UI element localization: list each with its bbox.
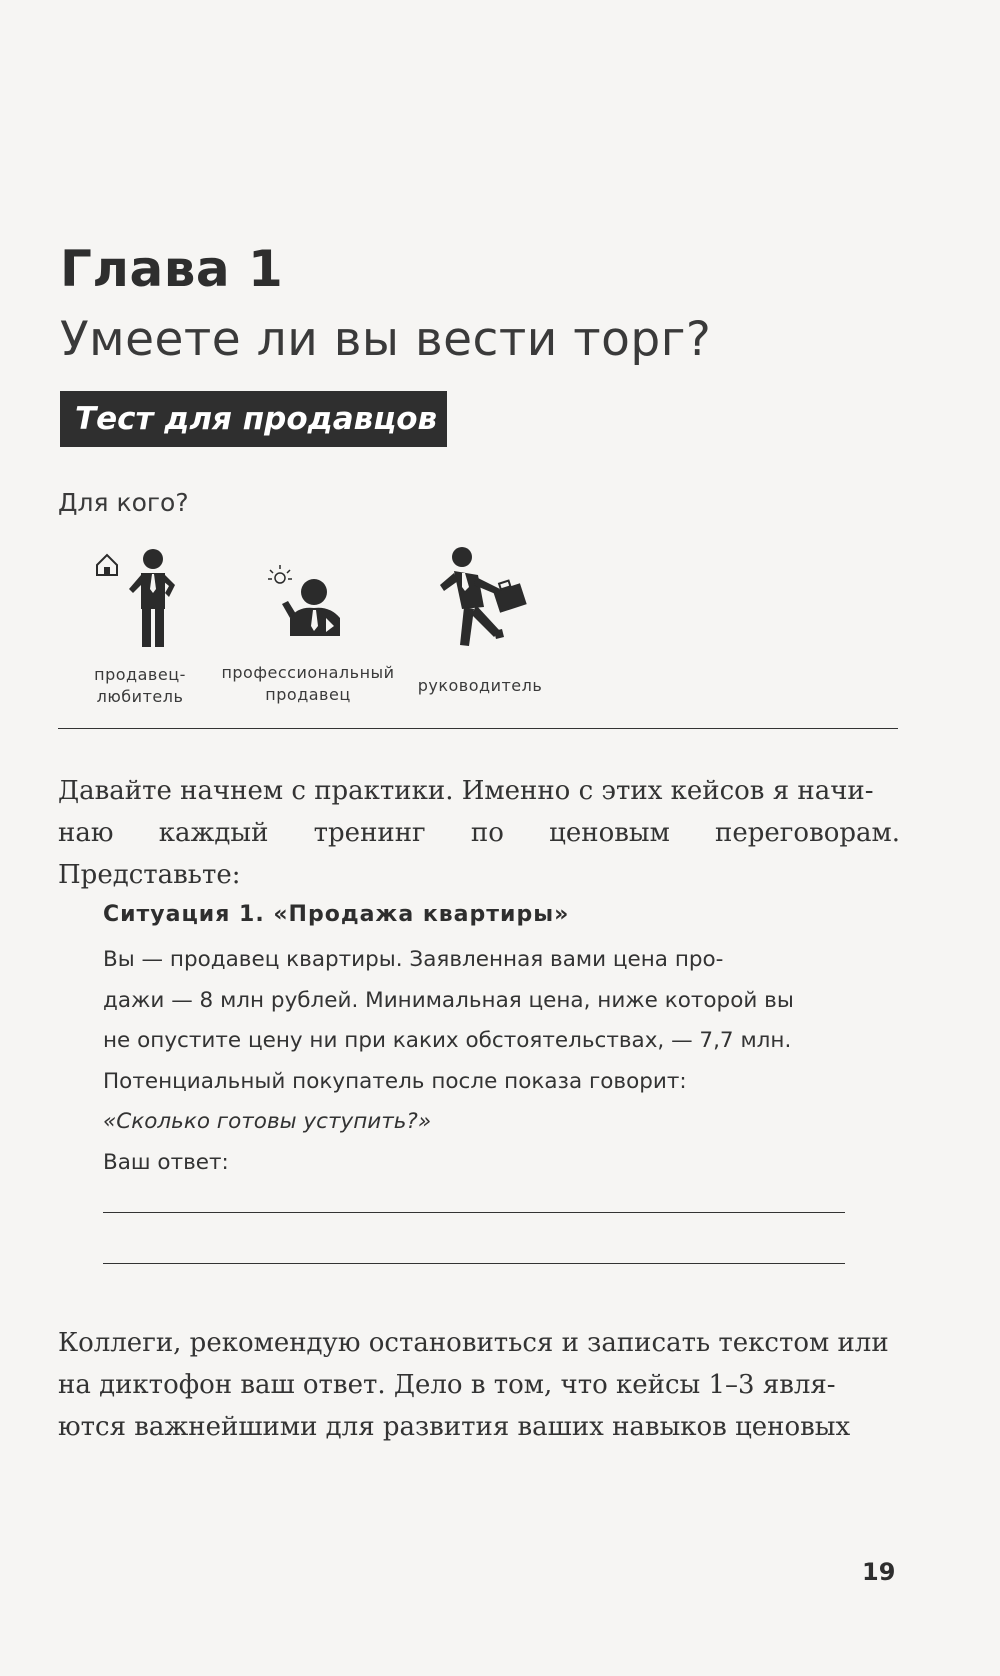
audience-question: Для кого?: [58, 488, 189, 517]
page-number: 19: [862, 1558, 896, 1586]
amateur-seller-icon: [95, 545, 185, 655]
situation-body: Вы — продавец квартиры. Заявленная вами цена про- дажи — 8 млн рублей. Минимальная цена, ниже которой вы не опустите цену ни при каких обстоятельствах, — 7,7 млн. Потенциальный покупатель после показа говорит: «Сколько готовы уступить?» Ваш ответ:: [103, 940, 848, 1183]
buyer-quote: «Сколько готовы уступить?»: [103, 1109, 432, 1134]
closing-paragraph: Коллеги, рекомендую остановиться и записать текстом или на диктофон ваш ответ. Дело в том, что кейсы 1–3 явля- ются важнейшими для развития ваших навыков ценовых: [58, 1328, 889, 1442]
figure-label-amateur: продавец- любитель: [94, 665, 186, 706]
figure-label-manager: руководитель: [417, 676, 543, 695]
test-banner: Тест для продавцов: [60, 391, 447, 447]
manager-icon: [438, 545, 538, 655]
intro-paragraph: Давайте начнем с практики. Именно с этих кейсов я начи- наю каждый тренинг по ценовым переговорам. Представьте:: [58, 776, 900, 890]
figure-label-professional: профессиональный продавец: [221, 663, 395, 704]
professional-seller-icon: [268, 560, 358, 650]
chapter-title: Умеете ли вы вести торг?: [60, 312, 712, 367]
answer-label: Ваш ответ:: [103, 1149, 229, 1175]
chapter-label: Глава 1: [60, 240, 284, 298]
situation-heading: Ситуация 1. «Продажа квартиры»: [103, 902, 570, 927]
answer-line-1[interactable]: [103, 1212, 845, 1213]
answer-line-2[interactable]: [103, 1263, 845, 1264]
section-divider: [58, 728, 898, 729]
